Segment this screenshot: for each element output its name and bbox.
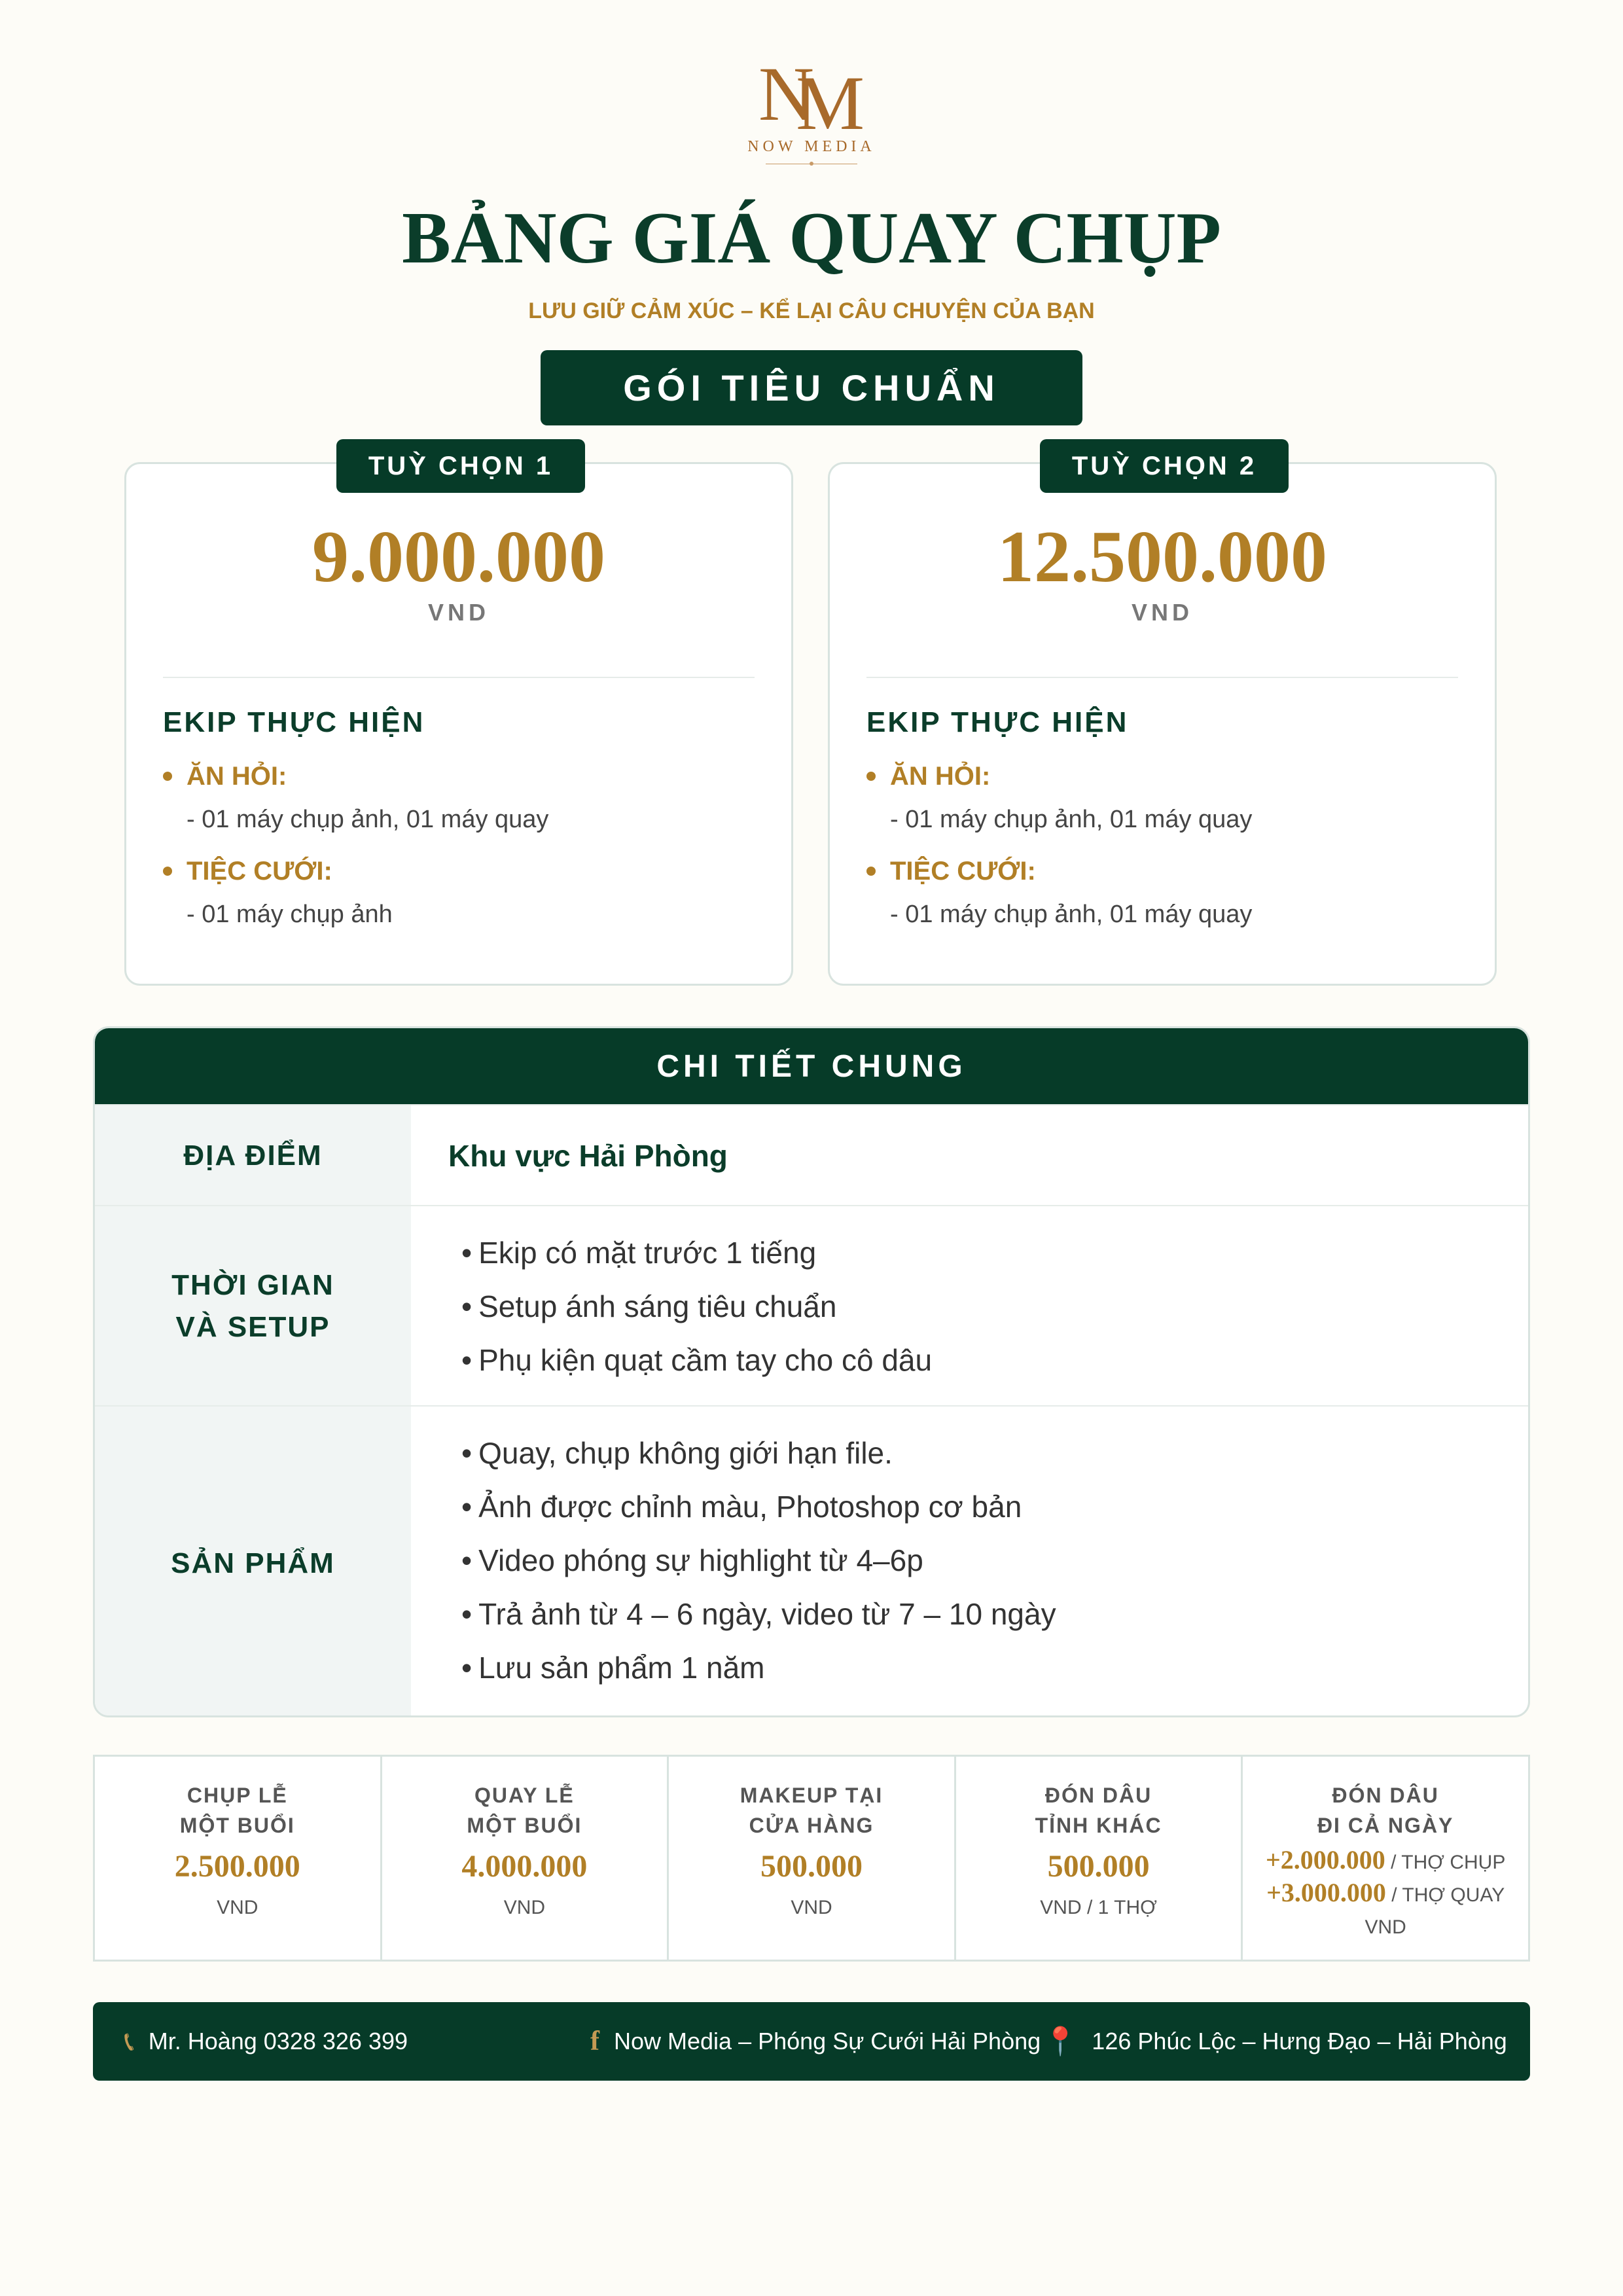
- package-badge: GÓI TIÊU CHUẨN: [541, 350, 1082, 425]
- extra-item: [956, 1757, 1243, 1960]
- extra-unit: VND: [503, 1897, 546, 1918]
- extra-unit: VND: [1364, 1916, 1406, 1938]
- event-desc: - 01 máy chụp ảnh, 01 máy quay: [890, 806, 1253, 833]
- map-pin-icon: 📍: [1043, 2025, 1078, 2056]
- list-item: • Lưu sản phẩm 1 năm: [461, 1650, 765, 1685]
- event-desc: - 01 máy chụp ảnh: [187, 901, 393, 928]
- extra-title: [956, 1780, 1241, 1841]
- location-value: Khu vực Hải Phòng: [448, 1139, 728, 1173]
- list-item: • Trả ảnh từ 4 – 6 ngày, video từ 7 – 10 ngày: [461, 1596, 1056, 1632]
- extra-title: [669, 1780, 954, 1841]
- row-label: SẢN PHẨM: [95, 1407, 411, 1717]
- details-row-product: [95, 1405, 1528, 1717]
- page-subtitle: LƯU GIỮ CẢM XÚC – KỂ LẠI CÂU CHUYỆN CỦA BẠN: [528, 298, 1095, 323]
- logo-mark: [758, 51, 865, 146]
- extra-item: [382, 1757, 669, 1960]
- list-item: • Setup ánh sáng tiêu chuẩn: [461, 1289, 836, 1324]
- row-label-line: VÀ SETUP: [175, 1311, 330, 1343]
- list-item: • Quay, chụp không giới hạn file.: [461, 1435, 893, 1471]
- extra-price-suffix: / THỢ QUAY: [1385, 1884, 1505, 1906]
- brand-logo: [0, 51, 1623, 164]
- option-currency: VND: [1131, 599, 1193, 626]
- extra-title-line: TỈNH KHÁC: [1035, 1814, 1162, 1838]
- extra-item: [669, 1757, 956, 1960]
- extra-title-line: ĐÓN DÂU: [1044, 1784, 1152, 1807]
- extra-title-line: MỘT BUỔI: [179, 1814, 295, 1838]
- card-divider: [163, 677, 755, 678]
- logo-letter-m: M: [796, 60, 847, 146]
- extra-item: [1243, 1757, 1528, 1960]
- extra-title: [1243, 1780, 1528, 1841]
- ekip-title: EKIP THỰC HIỆN: [163, 706, 425, 738]
- event-label: TIỆC CƯỚI:: [187, 857, 332, 886]
- contact-phone[interactable]: [124, 2002, 408, 2081]
- list-item: • Ảnh được chỉnh màu, Photoshop cơ bản: [461, 1489, 1022, 1524]
- facebook-text: Now Media – Phóng Sự Cưới Hải Phòng: [614, 2028, 1041, 2054]
- logo-letter-n: N: [758, 51, 796, 137]
- contact-facebook[interactable]: [590, 2002, 1041, 2081]
- bullet-dot: [866, 867, 876, 876]
- page-title: BẢNG GIÁ QUAY CHỤP: [402, 198, 1221, 279]
- extra-title-line: QUAY LỄ: [474, 1784, 575, 1807]
- event-desc: - 01 máy chụp ảnh, 01 máy quay: [890, 901, 1253, 928]
- option-price: 9.000.000: [312, 516, 605, 598]
- option-currency: VND: [427, 599, 490, 626]
- list-item: • Phụ kiện quạt cầm tay cho cô dâu: [461, 1342, 932, 1378]
- row-label: ĐỊA ĐIỂM: [95, 1105, 411, 1206]
- extra-price-line: [1243, 1844, 1528, 1875]
- event-name: [163, 857, 332, 886]
- event-name: [163, 762, 287, 791]
- contact-footer: [93, 2002, 1530, 2081]
- extra-price: +2.000.000: [1266, 1845, 1385, 1874]
- extra-price-suffix: / THỢ CHỤP: [1385, 1852, 1506, 1873]
- extra-title-line: MAKEUP TẠI: [740, 1784, 883, 1807]
- extra-price: 4.000.000: [461, 1849, 588, 1884]
- extra-price: 2.500.000: [174, 1849, 300, 1884]
- extra-unit: VND: [217, 1897, 259, 1918]
- extra-title-line: ĐÓN DÂU: [1332, 1784, 1439, 1807]
- option-price: 12.500.000: [997, 516, 1327, 598]
- event-label: ĂN HỎI:: [187, 762, 287, 791]
- extra-title: [95, 1780, 380, 1841]
- details-row-location: [95, 1104, 1528, 1206]
- details-row-time: [95, 1205, 1528, 1407]
- extra-price: 500.000: [760, 1849, 863, 1884]
- option-badge: TUỲ CHỌN 2: [1040, 439, 1289, 493]
- event-desc: - 01 máy chụp ảnh, 01 máy quay: [187, 806, 549, 833]
- extra-title-line: MỘT BUỔI: [467, 1814, 582, 1838]
- phone-icon: 📞︎: [124, 2025, 134, 2056]
- bullet-dot: [866, 772, 876, 781]
- extra-title-line: CỬA HÀNG: [749, 1814, 874, 1838]
- extra-item: [95, 1757, 382, 1960]
- extra-unit: VND / 1 THỢ: [1040, 1897, 1157, 1918]
- event-label: ĂN HỎI:: [890, 762, 991, 791]
- contact-address[interactable]: [1043, 2002, 1507, 2081]
- extra-price-line: [1243, 1877, 1528, 1908]
- details-title: CHI TIẾT CHUNG: [95, 1028, 1528, 1104]
- option-card-2: [828, 451, 1497, 986]
- row-label: [95, 1206, 411, 1407]
- list-item: • Ekip có mặt trước 1 tiếng: [461, 1235, 816, 1270]
- details-table: [93, 1026, 1530, 1717]
- phone-text: Mr. Hoàng 0328 326 399: [148, 2028, 408, 2054]
- row-label-line: THỜI GIAN: [171, 1269, 334, 1302]
- bullet-dot: [163, 867, 172, 876]
- option-card-1: [124, 451, 793, 986]
- address-text: 126 Phúc Lộc – Hưng Đạo – Hải Phòng: [1092, 2028, 1507, 2054]
- list-item: • Video phóng sự highlight từ 4–6p: [461, 1543, 923, 1578]
- extra-unit: VND: [791, 1897, 832, 1918]
- extra-title-line: CHỤP LỄ: [187, 1784, 288, 1807]
- extras-grid: [93, 1755, 1530, 1962]
- event-name: [866, 762, 990, 791]
- option-badge: TUỲ CHỌN 1: [336, 439, 585, 493]
- extra-price: +3.000.000: [1266, 1878, 1386, 1907]
- extra-title-line: ĐI CẢ NGÀY: [1317, 1814, 1454, 1838]
- card-divider: [866, 677, 1458, 678]
- event-label: TIỆC CƯỚI:: [890, 857, 1036, 886]
- extra-price: 500.000: [1047, 1849, 1150, 1884]
- extra-title: [382, 1780, 668, 1841]
- ekip-title: EKIP THỰC HIỆN: [866, 706, 1129, 738]
- facebook-icon: f: [590, 2026, 599, 2056]
- event-name: [866, 857, 1036, 886]
- bullet-dot: [163, 772, 172, 781]
- brand-name: NOW MEDIA: [747, 138, 876, 155]
